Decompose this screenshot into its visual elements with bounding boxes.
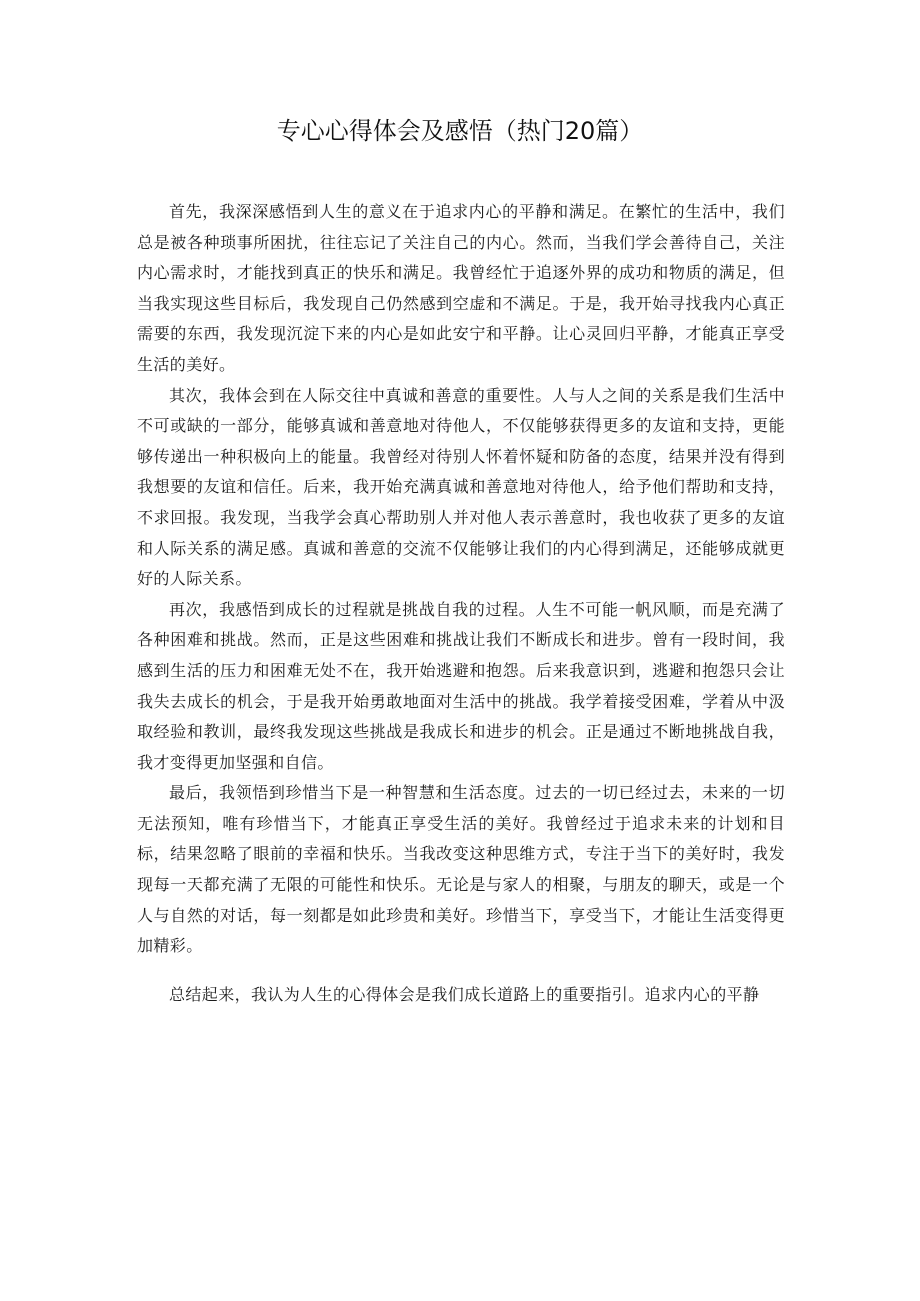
paragraph-5: 总结起来，我认为人生的心得体会是我们成长道路上的重要指引。追求内心的平静 (169, 984, 760, 1004)
paragraph-2: 其次，我体会到在人际交往中真诚和善意的重要性。人与人之间的关系是我们生活中不可或缺的一部分，能够真诚和善意地对待他人，不仅能够获得更多的友谊和支持，更能够传递出一种积极向上的能量。我曾经对待别人怀着怀疑和防备的态度，结果并没有得到我想要的友谊和信任。后来，我开始充满真诚和善意地对待他人，给予他们帮助和支持，不求回报。我发现，当我学会真心帮助别人并对他人表示善意时，我也收获了更多的友谊和人际关系的满足感。真诚和善意的交流不仅能够让我们的内心得到满足，还能够成就更好的人际关系。 (137, 385, 785, 589)
paragraph-3: 再次，我感悟到成长的过程就是挑战自我的过程。人生不可能一帆风顺，而是充满了各种困难和挑战。然而，正是这些困难和挑战让我们不断成长和进步。曾有一段时间，我感到生活的压力和困难无处不在，我开始逃避和抱怨。后来我意识到，逃避和抱怨只会让我失去成长的机会，于是我开始勇敢地面对生活中的挑战。我学着接受困难，学着从中汲取经验和教训，最终我发现这些挑战是我成长和进步的机会。正是通过不断地挑战自我，我才变得更加坚强和自信。 (137, 599, 785, 772)
document-title: 专心心得体会及感悟（热门20篇） (276, 117, 644, 145)
paragraph-4: 最后，我领悟到珍惜当下是一种智慧和生活态度。过去的一切已经过去，未来的一切无法预知，唯有珍惜当下，才能真正享受生活的美好。我曾经过于追求未来的计划和目标，结果忽略了眼前的幸福和快乐。当我改变这种思维方式，专注于当下的美好时，我发现每一天都充满了无限的可能性和快乐。无论是与家人的相聚，与朋友的聊天，或是一个人与自然的对话，每一刻都是如此珍贵和美好。珍惜当下，享受当下，才能让生活变得更加精彩。 (137, 783, 785, 956)
paragraph-1: 首先，我深深感悟到人生的意义在于追求内心的平静和满足。在繁忙的生活中，我们总是被各种琐事所困扰，往往忘记了关注自己的内心。然而，当我们学会善待自己，关注内心需求时，才能找到真正的快乐和满足。我曾经忙于追逐外界的成功和物质的满足，但当我实现这些目标后，我发现自己仍然感到空虚和不满足。于是，我开始寻找我内心真正需要的东西，我发现沉淀下来的内心是如此安宁和平静。让心灵回归平静，才能真正享受生活的美好。 (137, 202, 785, 374)
document-body (137, 197, 785, 1010)
